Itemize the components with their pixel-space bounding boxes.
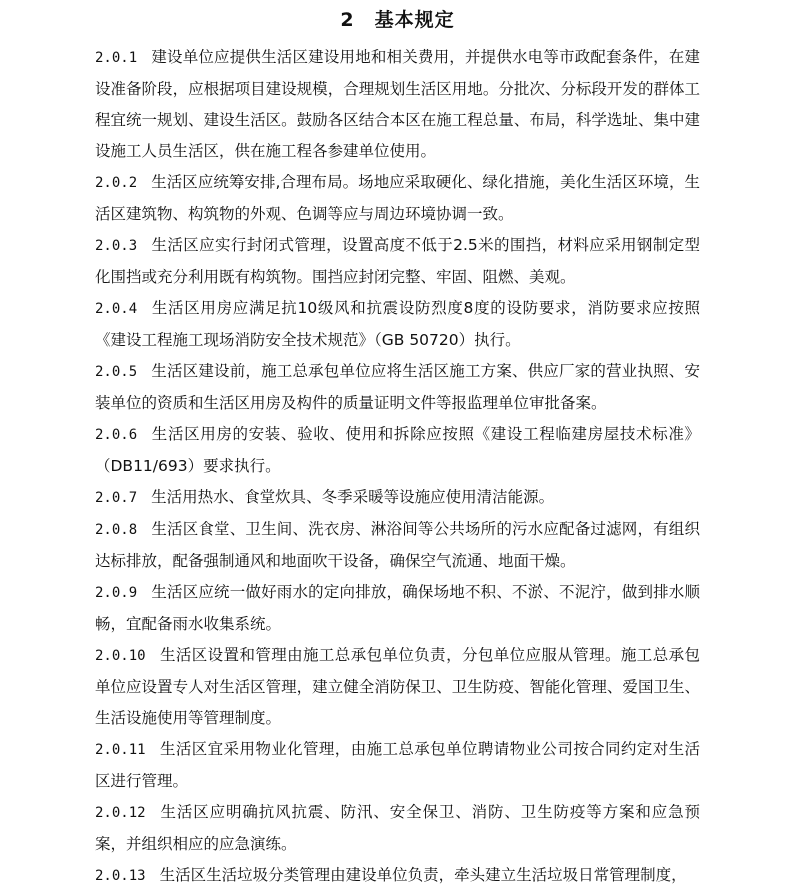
clause-text: 生活区应明确抗风抗震、防汛、安全保卫、消防、卫生防疫等方案和应急预案，并组织相应的应急演练。 [95,803,700,853]
clause-number: 2.0.10 [95,648,146,664]
clause-text: 建设单位应提供生活区建设用地和相关费用，并提供水电等市政配套条件，在建设准备阶段，应根据项目建设规模，合理规划生活区用地。分批次、分标段开发的群体工程宜统一规划、建设生活区。鼓励各区结合本区在施工程总量、布局，科学选址、集中建设施工人员生活区，供在施工程各参建单位使用。 [95,48,700,160]
clause-text: 生活区用房的安装、验收、使用和拆除应按照《建设工程临建房屋技术标准》（DB11/693）要求执行。 [95,425,700,475]
clause-number: 2.0.7 [95,490,138,506]
clause-text: 生活区宜采用物业化管理，由施工总承包单位聘请物业公司按合同约定对生活区进行管理。 [95,740,700,790]
clause-item [95,577,700,640]
clause-item [95,42,700,167]
clause-number: 2.0.5 [95,364,138,380]
clause-text: 生活区生活垃圾分类管理由建设单位负责，牵头建立生活垃圾日常管理制度， [159,866,687,884]
clause-item [95,640,700,734]
clause-number: 2.0.13 [95,868,146,884]
clause-number: 2.0.2 [95,175,138,191]
clause-number: 2.0.9 [95,585,138,601]
clause-text: 生活区应统一做好雨水的定向排放，确保场地不积、不淤、不泥泞，做到排水顺畅，宜配备雨水收集系统。 [95,583,700,633]
clause-item [95,860,700,892]
clause-text: 生活区食堂、卫生间、洗衣房、淋浴间等公共场所的污水应配备过滤网，有组织达标排放，配备强制通风和地面吹干设备，确保空气流通、地面干燥。 [95,520,700,570]
clause-text: 生活用热水、食堂炊具、冬季采暖等设施应使用清洁能源。 [151,488,555,506]
clause-item [95,514,700,577]
clause-item [95,167,700,230]
clause-number: 2.0.12 [95,805,146,821]
clause-text: 生活区用房应满足抗10级风和抗震设防烈度8度的设防要求，消防要求应按照《建设工程施工现场消防安全技术规范》（GB 50720）执行。 [95,299,700,349]
clause-list [95,42,700,892]
section-title: 2 基本规定 [340,9,455,31]
clause-number: 2.0.1 [95,50,138,66]
clause-number: 2.0.8 [95,522,138,538]
clause-item [95,797,700,860]
clause-text: 生活区建设前，施工总承包单位应将生活区施工方案、供应厂家的营业执照、安装单位的资质和生活区用房及构件的质量证明文件等报监理单位审批备案。 [95,362,700,412]
clause-text: 生活区设置和管理由施工总承包单位负责，分包单位应服从管理。施工总承包单位应设置专人对生活区管理，建立健全消防保卫、卫生防疫、智能化管理、爱国卫生、生活设施使用等管理制度。 [95,646,700,727]
clause-number: 2.0.6 [95,427,138,443]
clause-item [95,230,700,293]
clause-text: 生活区应统筹安排,合理布局。场地应采取硬化、绿化措施，美化生活区环境，生活区建筑物、构筑物的外观、色调等应与周边环境协调一致。 [95,173,700,223]
clause-item [95,356,700,419]
clause-number: 2.0.4 [95,301,138,317]
clause-number: 2.0.11 [95,742,146,758]
clause-item [95,419,700,482]
clause-item [95,293,700,356]
clause-item [95,734,700,797]
clause-text: 生活区应实行封闭式管理，设置高度不低于2.5米的围挡，材料应采用钢制定型化围挡或充分利用既有构筑物。围挡应封闭完整、牢固、阻燃、美观。 [95,236,700,286]
clause-number: 2.0.3 [95,238,138,254]
clause-item [95,482,700,514]
